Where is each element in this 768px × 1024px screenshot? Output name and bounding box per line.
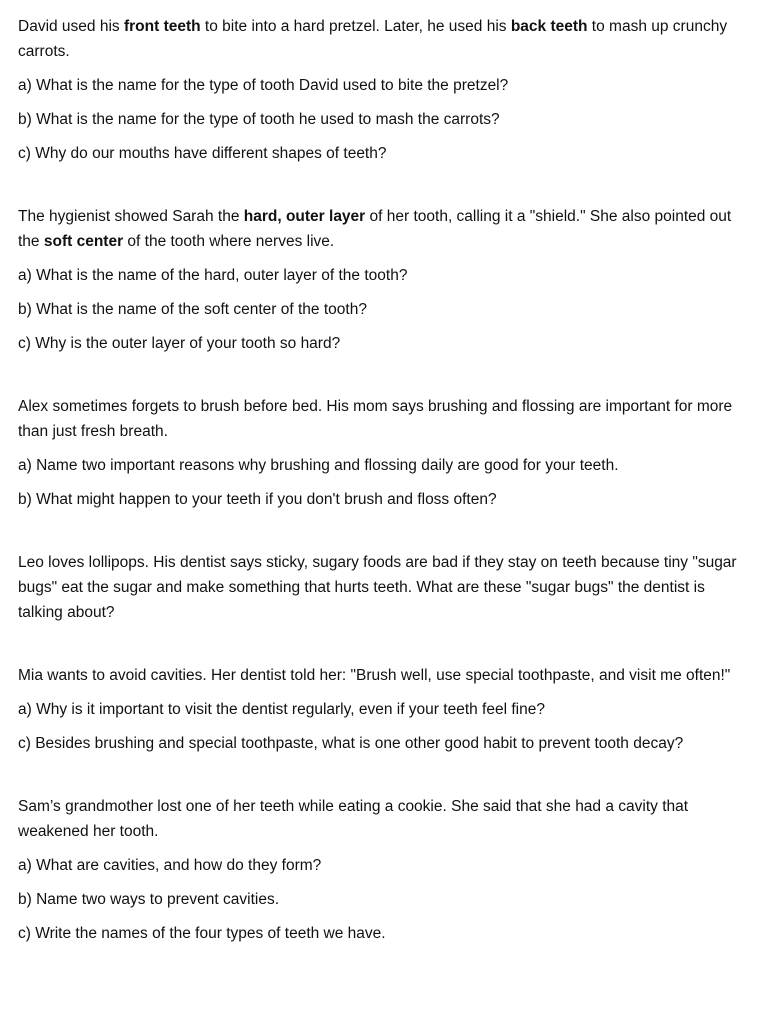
- sub-question: c) Why do our mouths have different shapes of teeth?: [18, 145, 387, 162]
- question-stem: [18, 394, 750, 444]
- sub-question: a) What is the name of the hard, outer layer of the tooth?: [18, 267, 408, 284]
- question-stem: [18, 794, 750, 844]
- stem-text: Alex sometimes forgets to brush before bed. His mom says brushing and flossing are important for more than just fresh breath.: [18, 398, 733, 440]
- stem-bold-text: hard, outer layer: [243, 208, 366, 225]
- stem-text: to mash up crunchy carrots.: [18, 18, 728, 60]
- question-block-4: [18, 550, 750, 625]
- stem-text: Sam’s grandmother lost one of her teeth while eating a cookie. She said that she had a cavity that weakened her tooth.: [18, 798, 689, 840]
- sub-question: a) What is the name for the type of tooth David used to bite the pretzel?: [18, 77, 509, 94]
- stem-text: of her tooth, calling it a "shield." She also pointed out the: [18, 208, 732, 250]
- question-block-5: [18, 663, 750, 756]
- question-block-1: [18, 14, 750, 166]
- sub-question: b) What might happen to your teeth if you don't brush and floss often?: [18, 491, 497, 508]
- stem-bold-text: soft center: [43, 233, 124, 250]
- sub-question: a) Name two important reasons why brushing and flossing daily are good for your teeth.: [18, 457, 619, 474]
- question-block-3: [18, 394, 750, 512]
- sub-question: c) Write the names of the four types of teeth we have.: [18, 925, 386, 942]
- stem-text: Mia wants to avoid cavities. Her dentist told her: "Brush well, use special toothpaste, and visit me often!": [18, 667, 731, 684]
- stem-text: to bite into a hard pretzel. Later, he used his: [200, 18, 511, 35]
- sub-question: b) What is the name of the soft center of the tooth?: [18, 301, 367, 318]
- stem-text: David used his: [18, 18, 124, 35]
- question-block-6: [18, 794, 750, 946]
- question-stem: [18, 204, 750, 254]
- sub-question: c) Besides brushing and special toothpaste, what is one other good habit to prevent tooth decay?: [18, 735, 684, 752]
- stem-bold-text: front teeth: [123, 18, 201, 35]
- sub-question: b) Name two ways to prevent cavities.: [18, 891, 280, 908]
- question-stem: [18, 14, 750, 64]
- sub-question: a) What are cavities, and how do they form?: [18, 857, 322, 874]
- stem-text: Leo loves lollipops. His dentist says sticky, sugary foods are bad if they stay on teeth because tiny "sugar bugs" eat the sugar and make something that hurts teeth. What are these "sugar bugs" the dentist is talking about?: [18, 554, 737, 621]
- sub-question: a) Why is it important to visit the dentist regularly, even if your teeth feel fine?: [18, 701, 545, 718]
- sub-question: c) Why is the outer layer of your tooth so hard?: [18, 335, 341, 352]
- question-stem: [18, 663, 750, 688]
- question-stem: [18, 550, 750, 625]
- stem-bold-text: back teeth: [510, 18, 588, 35]
- sub-question: b) What is the name for the type of tooth he used to mash the carrots?: [18, 111, 500, 128]
- question-block-2: [18, 204, 750, 356]
- stem-text: of the tooth where nerves live.: [123, 233, 335, 250]
- stem-text: The hygienist showed Sarah the: [18, 208, 244, 225]
